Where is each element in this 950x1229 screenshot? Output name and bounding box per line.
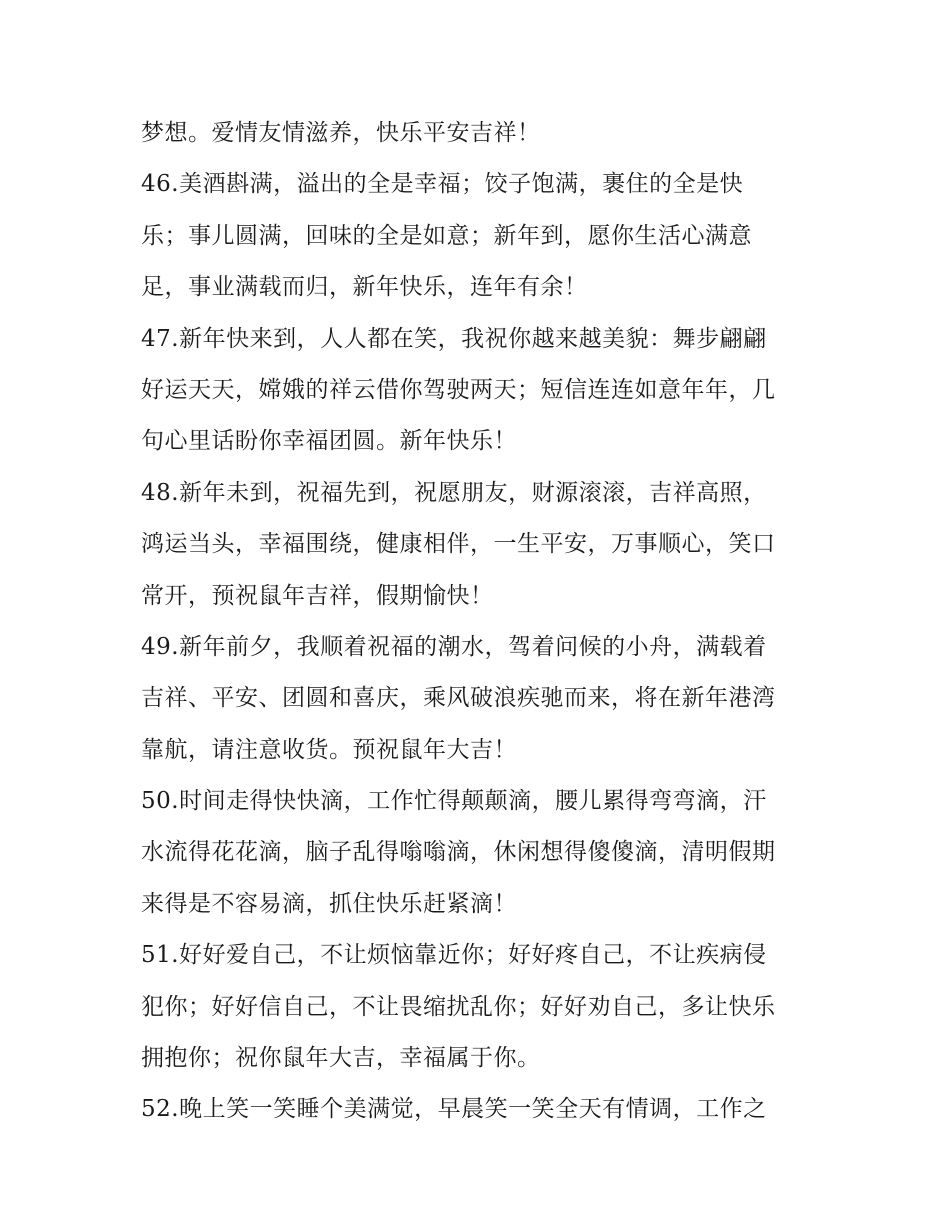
text-line: 47.新年快来到，人人都在笑，我祝你越来越美貌：舞步翩翩 (141, 325, 767, 352)
text-line: 犯你；好好信自己，不让畏缩扰乱你；好好劝自己，多让快乐 (141, 993, 776, 1020)
text-line: 48.新年未到，祝福先到，祝愿朋友，财源滚滚，吉祥高照， (141, 479, 767, 506)
text-line: 拥抱你；祝你鼠年大吉，幸福属于你。 (141, 1045, 541, 1072)
text-line: 52.晚上笑一笑睡个美满觉，早晨笑一笑全天有情调，工作之 (141, 1096, 767, 1123)
text-line: 水流得花花滴，脑子乱得嗡嗡滴，休闲想得傻傻滴，清明假期 (141, 839, 776, 866)
text-line: 49.新年前夕，我顺着祝福的潮水，驾着问候的小舟，满载着 (141, 633, 767, 660)
text-line: 乐；事儿圆满，回味的全是如意；新年到，愿你生活心满意 (141, 222, 752, 249)
text-line: 51.好好爱自己，不让烦恼靠近你；好好疼自己，不让疾病侵 (141, 942, 767, 969)
document-body (141, 108, 821, 1136)
text-line: 靠航，请注意收货。预祝鼠年大吉！ (141, 736, 517, 763)
text-line: 46.美酒斟满，溢出的全是幸福；饺子饱满，裹住的全是快 (141, 171, 744, 198)
text-line: 梦想。爱情友情滋养，快乐平安吉祥！ (141, 120, 541, 146)
text-line: 来得是不容易滴，抓住快乐赶紧滴！ (141, 890, 517, 917)
text-line: 句心里话盼你幸福团圆。新年快乐！ (141, 428, 517, 455)
text-line: 吉祥、平安、团圆和喜庆，乘风破浪疾驰而来，将在新年港湾 (141, 685, 776, 712)
text-line: 好运天天，嫦娥的祥云借你驾驶两天；短信连连如意年年，几 (141, 376, 776, 403)
text-line: 鸿运当头，幸福围绕，健康相伴，一生平安，万事顺心，笑口 (141, 531, 776, 558)
text-line: 足，事业满载而归，新年快乐，连年有余！ (141, 274, 588, 301)
text-line: 50.时间走得快快滴，工作忙得颠颠滴，腰儿累得弯弯滴，汗 (141, 788, 767, 815)
text-line: 常开，预祝鼠年吉祥，假期愉快！ (141, 582, 494, 609)
